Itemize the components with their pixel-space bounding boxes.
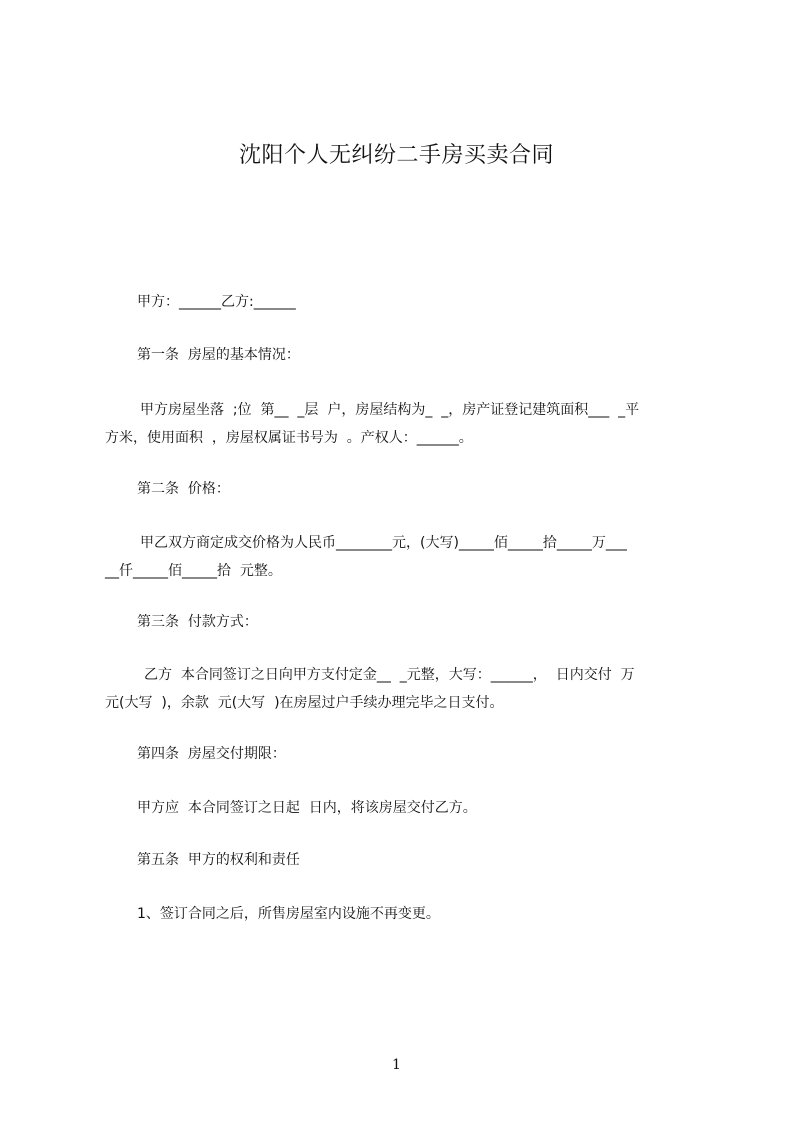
article-2-body-line-2: __仟_____佰_____拾 元整。 (105, 563, 282, 579)
article-5-heading: 第五条 甲方的权利和责任 (137, 852, 300, 868)
article-3-body-line-2: 元(大写 )，余款 元(大写 )在房屋过户手续办理完毕之日支付。 (105, 695, 504, 711)
article-4-body-line-1: 甲方应 本合同签订之日起 日内，将该房屋交付乙方。 (137, 800, 477, 816)
parties-line: 甲方：______乙方:______ (137, 294, 296, 310)
page-number: 1 (392, 1057, 401, 1073)
article-1-body-line-2: 方米，使用面积 ，房屋权属证书号为 。产权人：______。 (105, 430, 473, 446)
document-title: 沈阳个人无纠纷二手房买卖合同 (238, 143, 554, 168)
article-5-item-1: 1、签订合同之后，所售房屋室内设施不再变更。 (137, 906, 440, 922)
article-3-body-line-1: 乙方 本合同签订之日向甲方支付定金__ _元整，大写：______， 日内交付 万 (144, 667, 635, 683)
article-1-heading: 第一条 房屋的基本情况： (137, 347, 300, 363)
article-2-body-line-1: 甲乙双方商定成交价格为人民币________元，(大写)_____佰_____拾_____万___ (140, 535, 627, 551)
article-3-heading: 第三条 付款方式： (137, 614, 258, 630)
article-2-heading: 第二条 价格： (137, 481, 230, 497)
article-1-body-line-1: 甲方房屋坐落 ;位 第__ _层 户，房屋结构为_ _，房产证登记建筑面积___ _平 (140, 402, 640, 418)
article-4-heading: 第四条 房屋交付期限： (137, 746, 286, 762)
